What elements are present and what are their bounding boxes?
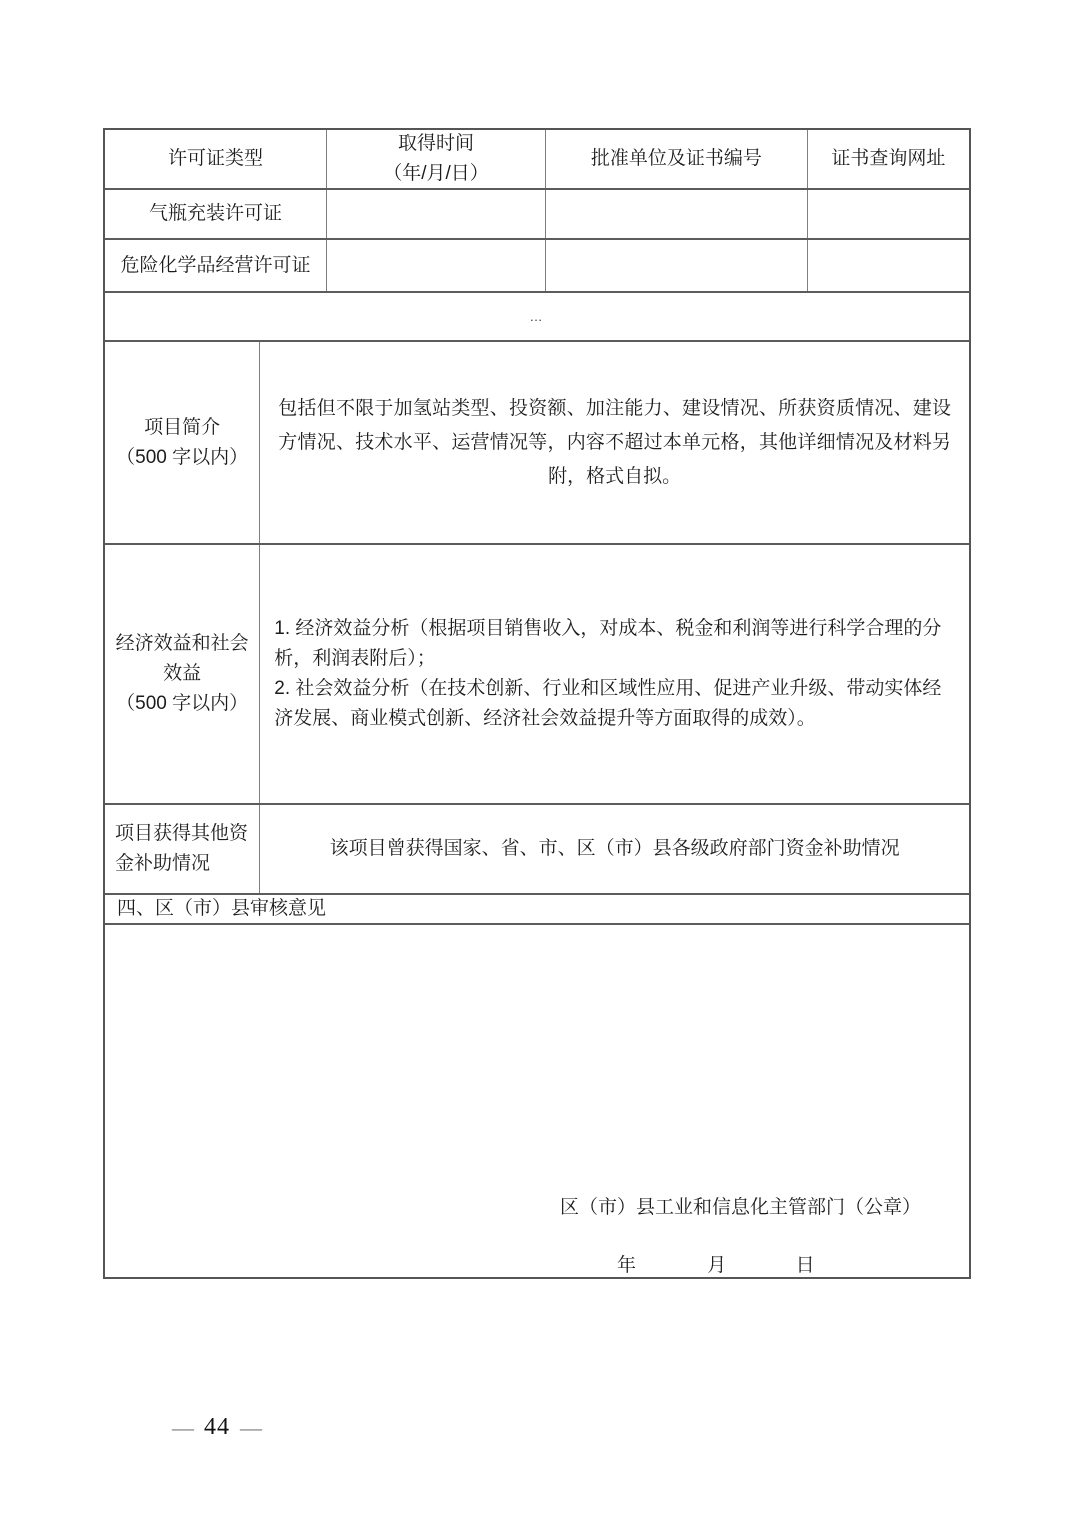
permit-header-time (326, 130, 545, 188)
subsidy-row (105, 803, 969, 893)
permit-header-type: 许可证类型 (167, 148, 263, 169)
date-day-label: 日 (795, 1255, 815, 1276)
permit-unit-value-cell (545, 240, 807, 291)
project-intro-label (105, 342, 259, 543)
footer-dash-right: — (240, 1414, 262, 1440)
benefit-label-text: 经济效益和社会效益 (115, 633, 249, 684)
permit-type-label: 气瓶充装许可证 (148, 203, 282, 224)
permit-row-gas-cylinder (105, 188, 969, 238)
permit-type-label: 危险化学品经营许可证 (120, 254, 311, 276)
permit-url-value-cell (807, 190, 969, 238)
application-form-table (103, 128, 971, 1279)
benefit-content (259, 545, 969, 803)
permit-time-value-cell (326, 240, 545, 291)
permit-time-value-cell (326, 190, 545, 238)
permit-url-value-cell (807, 240, 969, 291)
permit-header-time-line2: （年/月/日） (383, 163, 489, 184)
benefit-label (105, 545, 259, 803)
permit-row-hazardous-chemicals (105, 238, 969, 291)
permit-header-time-line1: 取得时间 (398, 133, 475, 154)
authority-seal-line: 区（市）县工业和信息化主管部门（公章） (560, 1197, 922, 1218)
date-month-label: 月 (707, 1255, 727, 1276)
review-opinion-row (105, 923, 969, 1277)
permit-header-unit: 批准单位及证书编号 (545, 130, 807, 188)
section4-title-row (105, 893, 969, 923)
permit-header-row (105, 130, 969, 188)
review-opinion-cell (105, 925, 969, 1277)
permit-header-url: 证书查询网址 (807, 130, 969, 188)
date-line (617, 1251, 815, 1281)
benefit-label-note: （500 字以内） (116, 693, 249, 714)
permit-ellipsis-row (105, 291, 969, 340)
page-footer (162, 1414, 272, 1441)
project-intro-label-text: 项目简介 (144, 416, 221, 438)
project-intro-row (105, 340, 969, 543)
benefit-item-social: 2. 社会效益分析（在技术创新、行业和区域性应用、促进产业升级、带动实体经济发展、商业模式创新、经济社会效益提升等方面取得的成效）。 (274, 678, 942, 729)
footer-page-number: 44 (204, 1414, 230, 1440)
benefit-row (105, 543, 969, 803)
date-year-label: 年 (617, 1255, 637, 1276)
subsidy-content: 该项目曾获得国家、省、市、区（市）县各级政府部门资金补助情况 (259, 805, 969, 893)
project-intro-label-note: （500 字以内） (116, 446, 249, 468)
section4-title: 四、区（市）县审核意见 (117, 898, 327, 919)
ellipsis-text: … (529, 308, 545, 324)
benefit-item-economic: 1. 经济效益分析（根据项目销售收入，对成本、税金和利润等进行科学合理的分析，利润表附后）； (274, 618, 942, 669)
subsidy-label: 项目获得其他资金补助情况 (115, 823, 249, 874)
project-intro-content: 包括但不限于加氢站类型、投资额、加注能力、建设情况、所获资质情况、建设方情况、技术水平、运营情况等，内容不超过本单元格，其他详细情况及材料另附，格式自拟。 (259, 342, 969, 543)
footer-dash-left: — (172, 1414, 194, 1440)
permit-unit-value-cell (545, 190, 807, 238)
